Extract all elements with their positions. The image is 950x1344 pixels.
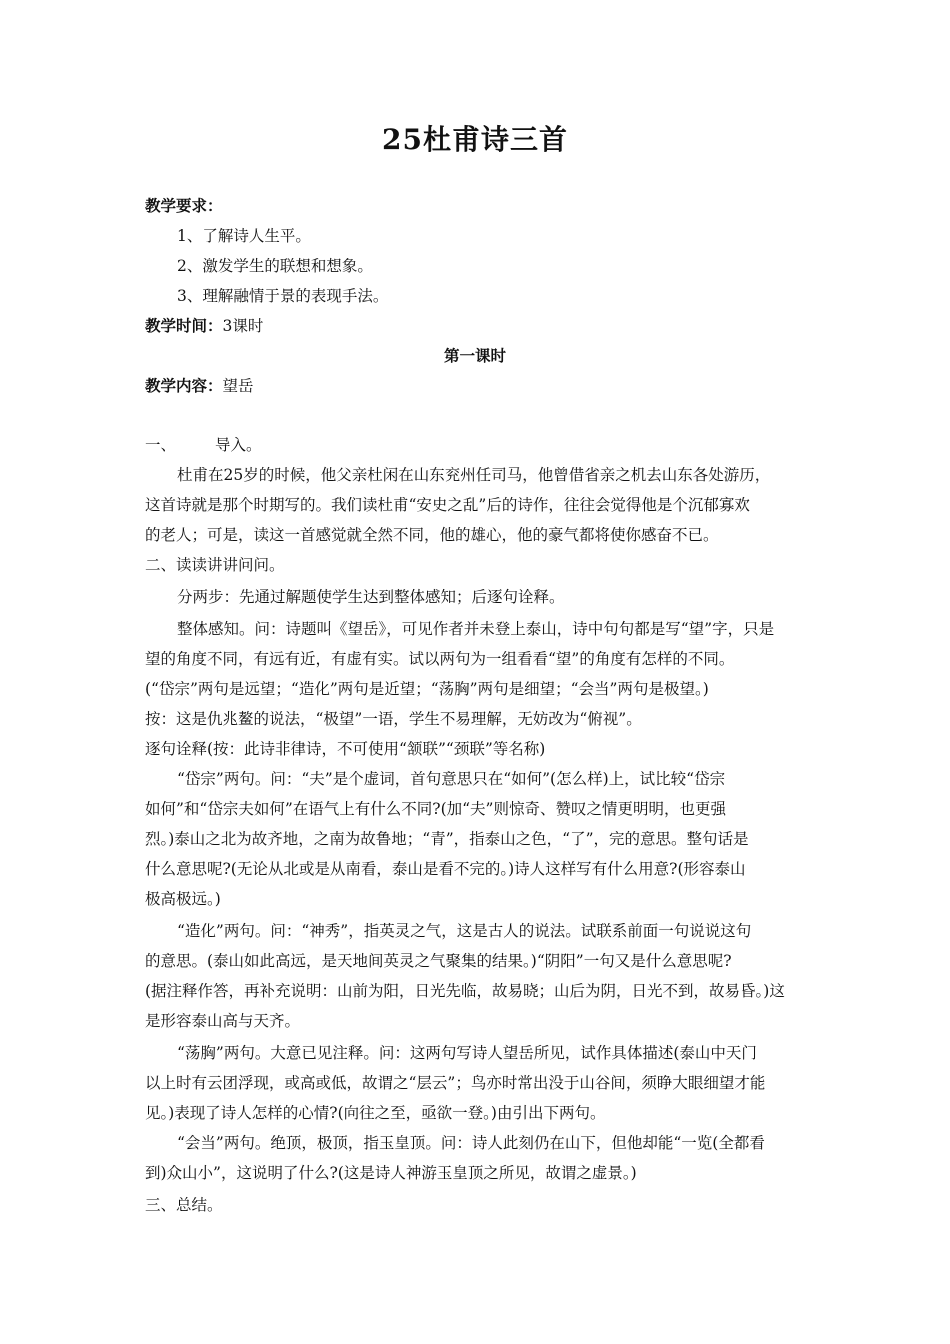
paragraph-line: 极高极远。)	[145, 890, 221, 908]
lesson-heading: 第一课时	[443, 346, 506, 365]
paragraph-line: 的老人；可是，读这一首感觉就全然不同，他的雄心，他的豪气都将使你感奋不已。	[145, 526, 719, 544]
paragraph-line: “造化”两句。问：“神秀”，指英灵之气，这是古人的说法。试联系前面一句说说这句	[177, 922, 752, 940]
paragraph-line: 的意思。(泰山如此高远，是天地间英灵之气聚集的结果。)“阴阳”一句又是什么意思呢?	[145, 952, 732, 970]
paragraph-line: “岱宗”两句。问：“夫”是个虚词，首句意思只在“如何”(怎么样)上，试比较“岱宗	[177, 770, 726, 788]
content-value: 望岳	[222, 377, 254, 395]
paragraph-line: “荡胸”两句。大意已见注释。问：这两句写诗人望岳所见，试作具体描述(泰山中天门	[177, 1044, 757, 1062]
paragraph-line: 这首诗就是那个时期写的。我们读杜甫“安史之乱”后的诗作，往往会觉得他是个沉郁寡欢	[145, 496, 750, 514]
paragraph-line: “会当”两句。绝顶，极顶，指玉皇顶。问：诗人此刻仍在山下，但他却能“一览(全都看	[177, 1134, 765, 1152]
section-heading	[145, 435, 810, 455]
teaching-time	[145, 316, 810, 336]
paragraph-line: 什么意思呢?(无论从北或是从南看，泰山是看不完的。)诗人这样写有什么用意?(形容泰山	[145, 860, 746, 878]
page-title: 25杜甫诗三首	[382, 123, 568, 156]
paragraph-line: 望的角度不同，有远有近，有虚有实。试以两句为一组看看“望”的角度有怎样的不同。	[145, 650, 735, 668]
requirements-label: 教学要求：	[145, 196, 223, 215]
explain-heading: 逐句诠释(按：此诗非律诗，不可使用“颔联”“颈联”等名称)	[145, 740, 546, 758]
requirement-item: 1、了解诗人生平。	[177, 227, 311, 245]
section-heading: 三、总结。	[145, 1196, 223, 1214]
paragraph-line: 烈。)泰山之北为故齐地，之南为故鲁地；“青”，指泰山之色，“了”，完的意思。整句话是	[145, 830, 749, 848]
requirement-item: 3、理解融情于景的表现手法。	[177, 287, 389, 305]
paragraph-line: 整体感知。问：诗题叫《望岳》，可见作者并未登上泰山，诗中句句都是写“望”字，只是	[177, 620, 775, 638]
requirement-item: 2、激发学生的联想和想象。	[177, 257, 373, 275]
paragraph-line: 按：这是仇兆鳌的说法，“极望”一语，学生不易理解，无妨改为“俯视”。	[145, 710, 642, 728]
time-value: 3课时	[222, 317, 264, 335]
paragraph-line: 如何”和“岱宗夫如何”在语气上有什么不同?(加“夫”则惊奇、赞叹之情更明明，也更强	[145, 800, 726, 818]
time-label: 教学时间：	[145, 316, 223, 335]
paragraph-line: (据注释作答，再补充说明：山前为阳，日光先临，故易晓；山后为阴，日光不到，故易昏。)这	[145, 982, 785, 1000]
paragraph-line: 以上时有云团浮现，或高或低，故谓之“层云”；鸟亦时常出没于山谷间，须睁大眼细望才能	[145, 1074, 766, 1092]
section-title: 导入。	[215, 436, 262, 454]
paragraph-line: 杜甫在25岁的时候，他父亲杜闲在山东兖州任司马，他曾借省亲之机去山东各处游历，	[177, 466, 771, 484]
teaching-content	[145, 376, 810, 396]
paragraph-line: 分两步：先通过解题使学生达到整体感知；后逐句诠释。	[177, 588, 565, 606]
paragraph-line: 是形容泰山高与天齐。	[145, 1012, 301, 1030]
section-number: 一、	[145, 436, 177, 454]
paragraph-line: 到)众山小”，这说明了什么?(这是诗人神游玉皇顶之所见，故谓之虚景。)	[145, 1164, 637, 1182]
paragraph-line: 见。)表现了诗人怎样的心情?(向往之至，亟欲一登。)由引出下两句。	[145, 1104, 606, 1122]
section-heading: 二、读读讲讲问问。	[145, 556, 285, 574]
content-label: 教学内容：	[145, 376, 223, 395]
paragraph-line: (“岱宗”两句是远望；“造化”两句是近望；“荡胸”两句是细望；“会当”两句是极望。)	[145, 680, 709, 698]
